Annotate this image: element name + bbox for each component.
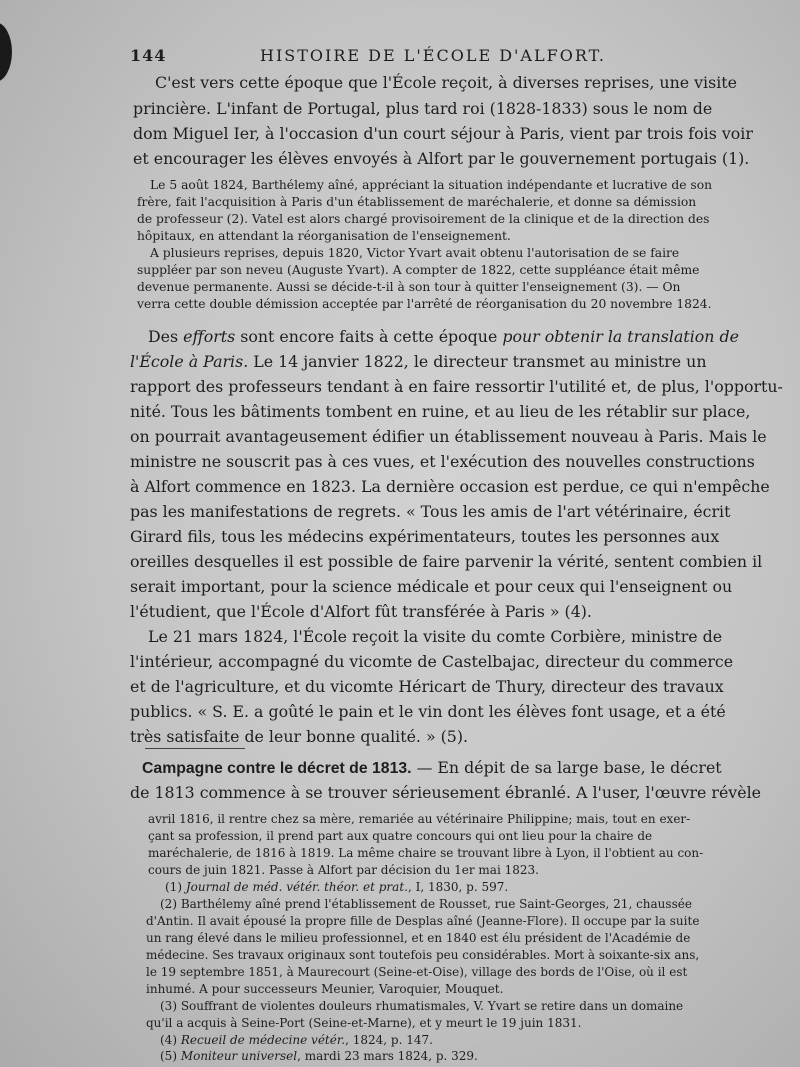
footnote-line: maréchalerie, de 1816 à 1819. La même chaire se trouvant libre à Lyon, il l'obtient au con-	[148, 846, 704, 860]
text-line: serait important, pour la science médicale et pour ceux qui l'enseignent ou	[130, 577, 733, 596]
footnote-line: le 19 septembre 1851, à Maurecourt (Seine-et-Oise), village des bords de l'Oise, où il est	[146, 965, 688, 979]
page-number: 144	[130, 46, 167, 65]
footnote-3: (3) Souffrant de violentes douleurs rhumatismales, V. Yvart se retire dans un domaine	[160, 999, 684, 1013]
binding-hole	[0, 22, 12, 82]
footnote-2: (2) Barthélemy aîné prend l'établissement de Rousset, rue Saint-Georges, 21, chaussée	[160, 897, 692, 911]
text-line: Des efforts sont encore faits à cette époque pour obtenir la translation de	[148, 327, 739, 346]
footnote-divider	[145, 748, 245, 749]
text-line: oreilles desquelles il est possible de faire parvenir la vérité, sentent combien il	[130, 552, 763, 571]
text-line: Le 5 août 1824, Barthélemy aîné, appréciant la situation indépendante et lucrative de son	[150, 178, 713, 192]
text-line: A plusieurs reprises, depuis 1820, Victor Yvart avait obtenu l'autorisation de se faire	[150, 246, 680, 260]
text-line: pas les manifestations de regrets. « Tous les amis de l'art vétérinaire, écrit	[130, 502, 731, 521]
footnote-line: un rang élevé dans le milieu professionnel, et en 1840 est élu président de l'Académie de	[146, 931, 691, 945]
footnote-line: médecine. Ses travaux originaux sont toutefois peu considérables. Mort à soixante-six ans,	[146, 948, 700, 962]
text-line: suppléer par son neveu (Auguste Yvart). A compter de 1822, cette suppléance était même	[137, 263, 700, 277]
page-header	[130, 46, 720, 68]
text-line: très satisfaite de leur bonne qualité. » (5).	[130, 727, 469, 746]
text-line: à Alfort commence en 1823. La dernière occasion est perdue, ce qui n'empêche	[130, 477, 770, 496]
text-line: verra cette double démission acceptée par l'arrêté de réorganisation du 20 novembre 1824.	[137, 297, 712, 311]
footnote-line: cours de juin 1821. Passe à Alfort par décision du 1er mai 1823.	[148, 863, 539, 877]
footnote-line: qu'il a acquis à Seine-Port (Seine-et-Marne), et y meurt le 19 juin 1831.	[146, 1016, 582, 1030]
text-line: de professeur (2). Vatel est alors chargé provisoirement de la clinique et de la direction des	[137, 212, 710, 226]
section-heading: Campagne contre le décret de 1813.	[142, 760, 412, 777]
footnote-line: d'Antin. Il avait épousé la propre fille de Desplas aîné (Jeanne-Flore). Il occupe par la suite	[146, 914, 700, 928]
text-line: on pourrait avantageusement édifier un établissement nouveau à Paris. Mais le	[130, 427, 767, 446]
text-line: C'est vers cette époque que l'École reçoit, à diverses reprises, une visite	[155, 73, 737, 92]
text-line: hôpitaux, en attendant la réorganisation de l'enseignement.	[137, 229, 511, 243]
text-line: rapport des professeurs tendant à en faire ressortir l'utilité et, de plus, l'opportu-	[130, 377, 783, 396]
text-line: de 1813 commence à se trouver sérieusement ébranlé. A l'user, l'œuvre révèle	[130, 783, 761, 802]
text-line: Girard fils, tous les médecins expérimentateurs, toutes les personnes aux	[130, 527, 720, 546]
text-line: l'École à Paris. Le 14 janvier 1822, le directeur transmet au ministre un	[130, 352, 707, 371]
footnote-line: inhumé. A pour successeurs Meunier, Varoquier, Mouquet.	[146, 982, 504, 996]
emphasis: l'École à Paris.	[130, 352, 249, 371]
text-line: publics. « S. E. a goûté le pain et le vin dont les élèves font usage, et a été	[130, 702, 726, 721]
text-line: frère, fait l'acquisition à Paris d'un établissement de maréchalerie, et donne sa démission	[137, 195, 697, 209]
text-line: et de l'agriculture, et du vicomte Héricart de Thury, directeur des travaux	[130, 677, 724, 696]
text-line: l'intérieur, accompagné du vicomte de Castelbajac, directeur du commerce	[130, 652, 734, 671]
text-line: Le 21 mars 1824, l'École reçoit la visite du comte Corbière, ministre de	[148, 627, 723, 646]
text-line: devenue permanente. Aussi se décide-t-il à son tour à quitter l'enseignement (3). — On	[137, 280, 681, 294]
text-line: l'étudient, que l'École d'Alfort fût transférée à Paris » (4).	[130, 602, 592, 621]
text-line: nité. Tous les bâtiments tombent en ruine, et au lieu de les rétablir sur place,	[130, 402, 751, 421]
emphasis: efforts	[183, 327, 236, 346]
footnote-4: (4) Recueil de médecine vétér., 1824, p. 147.	[160, 1033, 433, 1047]
footnote-1: (1) Journal de méd. vétér. théor. et prat., I, 1830, p. 597.	[165, 880, 509, 894]
text-line: dom Miguel Ier, à l'occasion d'un court séjour à Paris, vient par trois fois voir	[133, 124, 753, 143]
text-line: Campagne contre le décret de 1813. — En dépit de sa large base, le décret	[142, 758, 722, 777]
text-line: et encourager les élèves envoyés à Alfort par le gouvernement portugais (1).	[133, 149, 750, 168]
running-title: HISTOIRE DE L'ÉCOLE D'ALFORT.	[260, 46, 606, 65]
footnote-line: çant sa profession, il prend part aux quatre concours qui ont lieu pour la chaire de	[148, 829, 653, 843]
footnote-line: avril 1816, il rentre chez sa mère, remariée au vétérinaire Philippine; mais, tout en exer-	[148, 812, 691, 826]
footnote-5: (5) Moniteur universel, mardi 23 mars 1824, p. 329.	[160, 1049, 478, 1063]
text-line: princière. L'infant de Portugal, plus tard roi (1828-1833) sous le nom de	[133, 99, 713, 118]
text-line: ministre ne souscrit pas à ces vues, et l'exécution des nouvelles constructions	[130, 452, 755, 471]
emphasis: pour obtenir la translation de	[502, 327, 739, 346]
